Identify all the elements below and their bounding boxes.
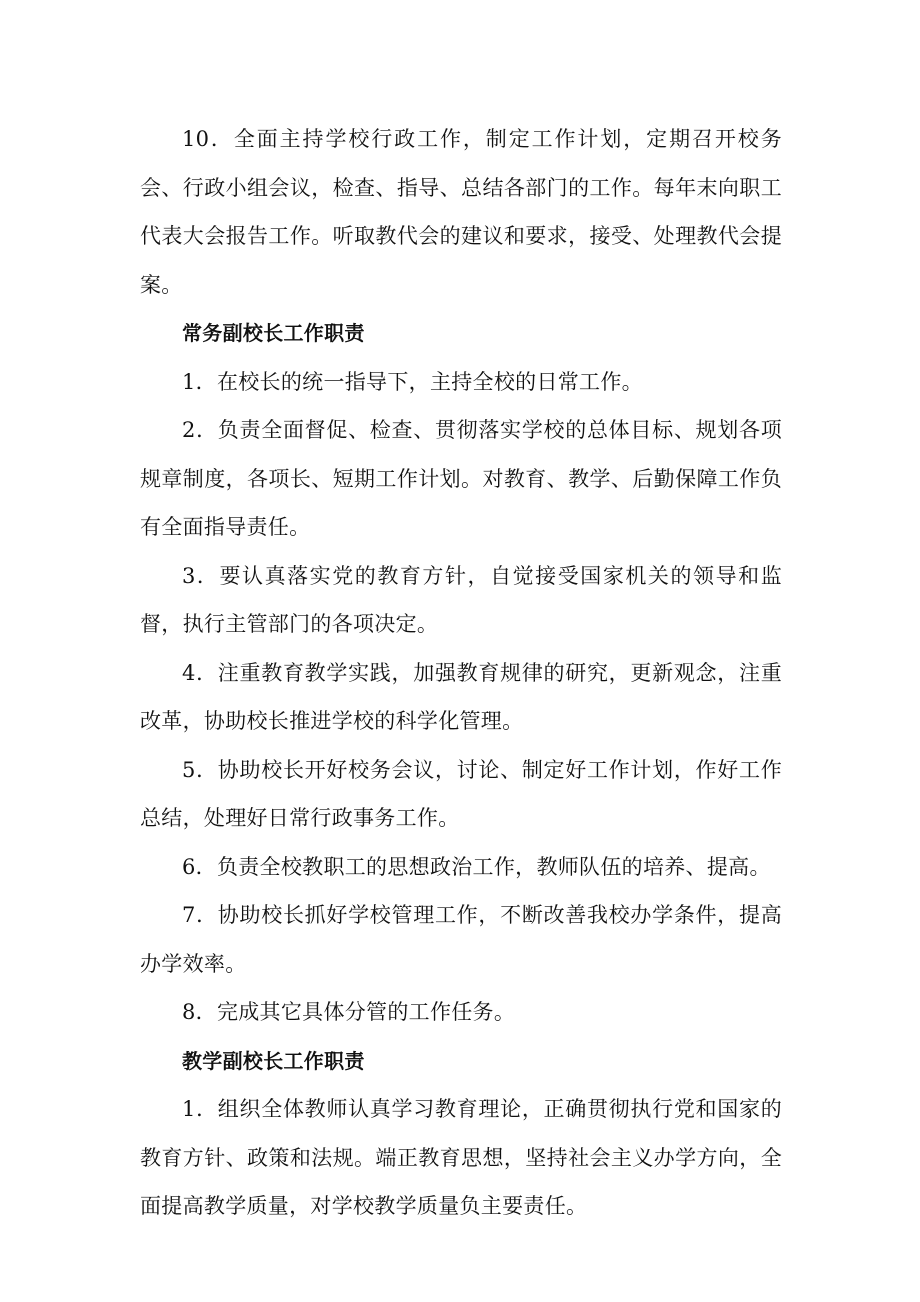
paragraph-executive-duty-6: 6．负责全校教职工的思想政治工作，教师队伍的培养、提高。	[182, 854, 771, 879]
paragraph-executive-duty-8: 8．完成其它具体分管的工作任务。	[182, 1000, 516, 1024]
paragraph-executive-duty-5: 5．协助校长开好校务会议，讨论、制定好工作计划，作好工作总结，处理好日常行政事务工作。	[140, 757, 782, 830]
paragraph-principal-duty-10: 10．全面主持学校行政工作，制定工作计划，定期召开校务会、行政小组会议，检查、指导、总结各部门的工作。每年末向职工代表大会报告工作。听取教代会的建议和要求，接受、处理教代会提案。	[140, 127, 782, 297]
paragraph-teaching-duty-1: 1．组织全体教师认真学习教育理论，正确贯彻执行党和国家的教育方针、政策和法规。端正教育思想，坚持社会主义办学方向，全面提高教学质量，对学校教学质量负主要责任。	[140, 1097, 782, 1218]
paragraph-executive-duty-4: 4．注重教育教学实践，加强教育规律的研究，更新观念，注重改革，协助校长推进学校的科学化管理。	[140, 660, 782, 733]
paragraph-executive-duty-7: 7．协助校长抓好学校管理工作，不断改善我校办学条件，提高办学效率。	[140, 903, 782, 976]
heading-executive-vice-principal: 常务副校长工作职责	[182, 321, 365, 345]
document-body	[140, 115, 782, 1231]
paragraph-executive-duty-1: 1．在校长的统一指导下，主持全校的日常工作。	[182, 369, 643, 394]
paragraph-executive-duty-3: 3．要认真落实党的教育方针，自觉接受国家机关的领导和监督，执行主管部门的各项决定。	[140, 563, 782, 636]
paragraph-executive-duty-2: 2．负责全面督促、检查、贯彻落实学校的总体目标、规划各项规章制度，各项长、短期工作计划。对教育、教学、后勤保障工作负有全面指导责任。	[140, 418, 782, 539]
heading-teaching-vice-principal: 教学副校长工作职责	[182, 1048, 365, 1073]
